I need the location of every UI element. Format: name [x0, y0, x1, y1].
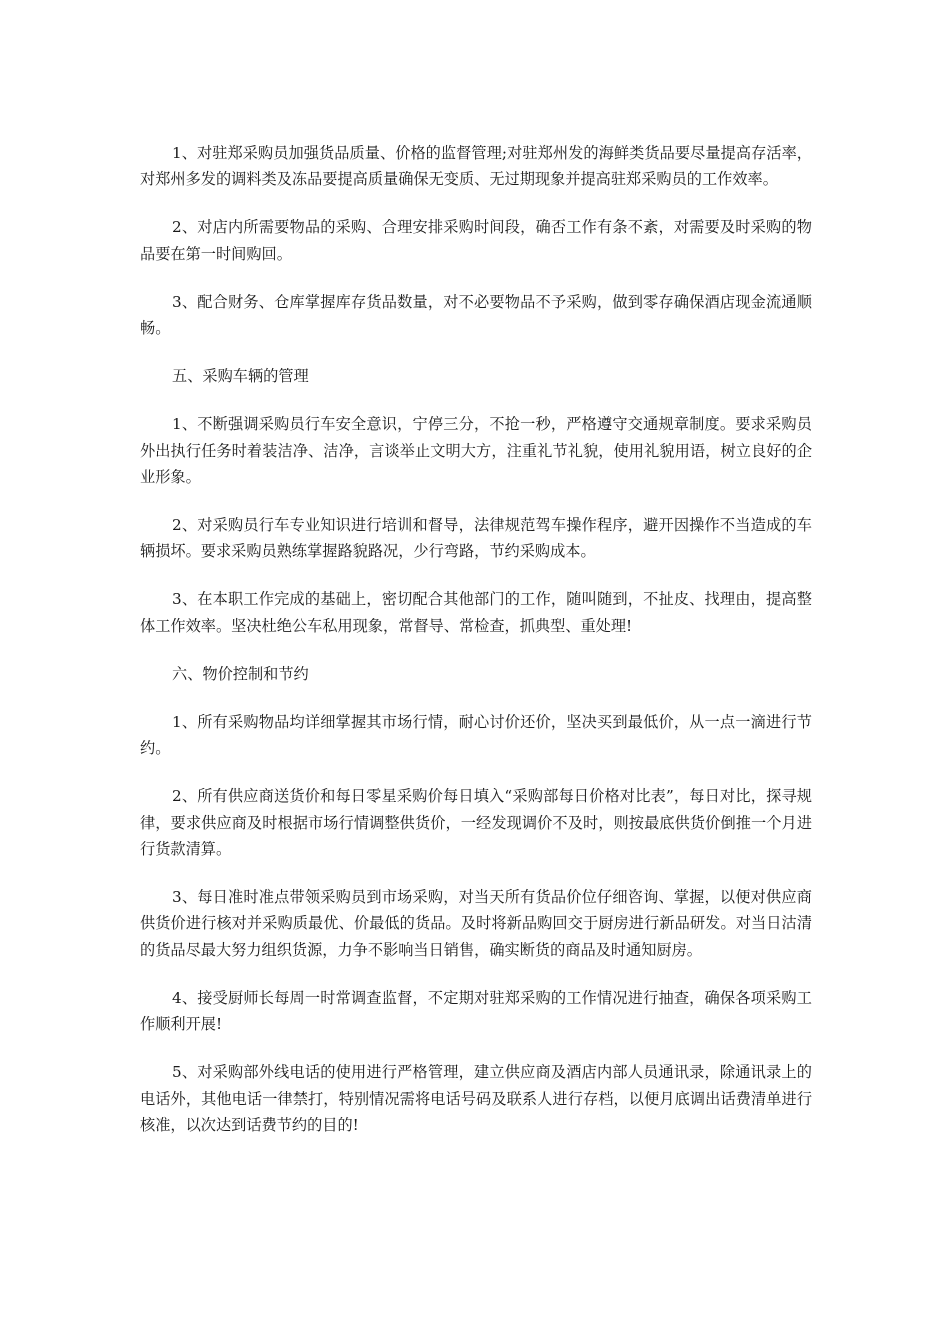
paragraph-7: 1、所有采购物品均详细掌握其市场行情，耐心讨价还价，坚决买到最低价，从一点一滴进行节约。 — [140, 712, 812, 758]
paragraph-6: 3、在本职工作完成的基础上，密切配合其他部门的工作，随叫随到，不扯皮、找理由，提高整体工作效率。坚决杜绝公车私用现象，常督导、常检查，抓典型、重处理! — [140, 590, 812, 635]
paragraph-8: 2、所有供应商送货价和每日零星采购价每日填入“采购部每日价格对比表”，每日对比，探寻规律，要求供应商及时根据市场行情调整供货价，一经发现调价不及时，则按最底供货价倒推一个月进行货款清算。 — [140, 787, 812, 859]
paragraph-10: 4、接受厨师长每周一时常调查监督，不定期对驻郑采购的工作情况进行抽查，确保各项采购工作顺利开展! — [140, 988, 812, 1034]
document-body — [140, 140, 812, 1160]
section-heading-vehicles: 五、采购车辆的管理 — [172, 367, 309, 386]
paragraph-11: 5、对采购部外线电话的使用进行严格管理，建立供应商及酒店内部人员通讯录，除通讯录上的电话外，其他电话一律禁打，特别情况需将电话号码及联系人进行存档，以便月底调出话费清单进行核准，以次达到话费节约的目的! — [140, 1063, 812, 1135]
paragraph-4: 1、不断强调采购员行车安全意识，宁停三分，不抢一秒，严格遵守交通规章制度。要求采购员外出执行任务时着装洁净、洁净，言谈举止文明大方，注重礼节礼貌，使用礼貌用语，树立良好的企业形象。 — [140, 415, 812, 487]
paragraph-9: 3、每日准时准点带领采购员到市场采购，对当天所有货品价位仔细咨询、掌握，以便对供应商供货价进行核对并采购质最优、价最低的货品。及时将新品购回交于厨房进行新品研发。对当日沽清的货品尽最大努力组织货源，力争不影响当日销售，确实断货的商品及时通知厨房。 — [140, 888, 812, 959]
paragraph-5: 2、对采购员行车专业知识进行培训和督导，法律规范驾车操作程序，避开因操作不当造成的车辆损坏。要求采购员熟练掌握路貌路况，少行弯路，节约采购成本。 — [140, 516, 812, 561]
paragraph-2: 2、对店内所需要物品的采购、合理安排采购时间段，确否工作有条不紊，对需要及时采购的物品要在第一时间购回。 — [140, 218, 812, 263]
section-heading-price-control: 六、物价控制和节约 — [172, 664, 309, 683]
paragraph-1: 1、对驻郑采购员加强货品质量、价格的监督管理;对驻郑州发的海鲜类货品要尽量提高存活率，对郑州多发的调料类及冻品要提高质量确保无变质、无过期现象并提高驻郑采购员的工作效率。 — [140, 144, 812, 189]
paragraph-3: 3、配合财务、仓库掌握库存货品数量，对不必要物品不予采购，做到零存确保酒店现金流通顺畅。 — [140, 292, 812, 338]
